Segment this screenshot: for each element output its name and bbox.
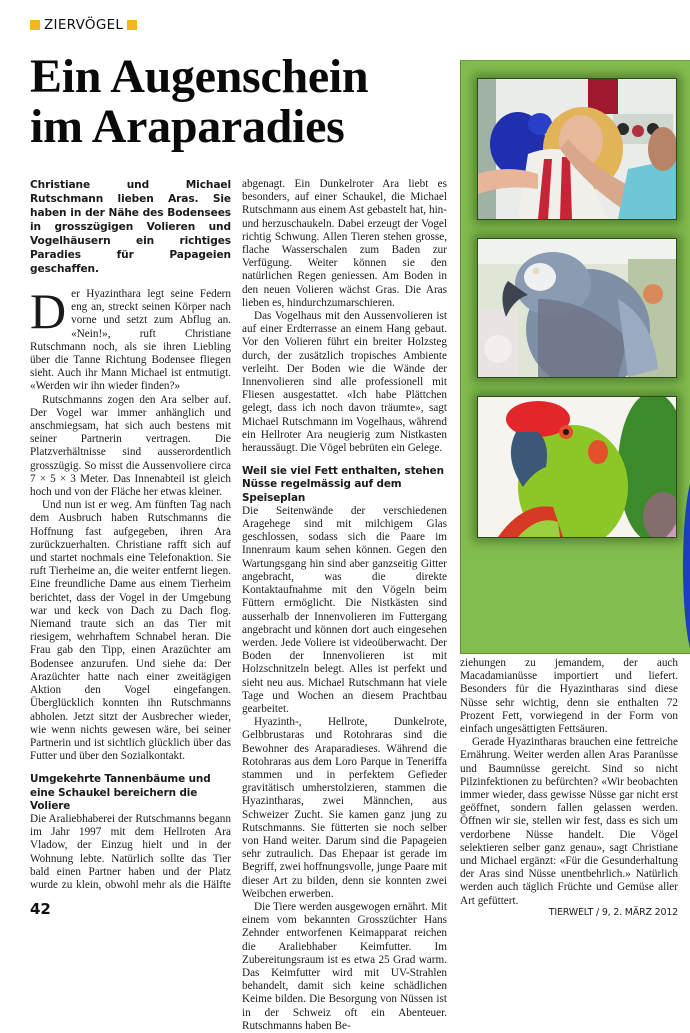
body-paragraph: Und nun ist er weg. Am fünften Tag nach dem Ausbruch haben Rutschmanns die Hoffnung fast aufgegeben, ihren Ara zurückzuerhalten. Christiane rafft sich auf und startet nochmals eine Telefonaktion. Sie ruft Tierheime an, die weiter entfernt liegen. Eine freundliche Dame aus einem Tierheim berichtet, dass der Vogel in der Umgebung war und keck von Dach zu Dach flog. Niemand traute sich an das Tier mit riesigem, wehrhaftem Schnabel heran. Die Frau gab den Tipp, einen Arazüchter am Bodensee anzurufen. Und siehe da: Der Arazüchter hatte nach einer zweitägigen Aktion den Vogel eingefangen. Überglücklich konnten ihn Rutschmanns abholen. Jetzt sitzt der Ausbrecher wieder, wie wenn nichts gewesen wäre, bei seiner Partnerin und ist sichtlich glücklich über das Futter und über den Sozialkontakt. — [30, 499, 231, 763]
headline-line-1: Ein Augenschein — [30, 50, 369, 103]
body-paragraph-continued: ziehungen zu jemandem, der auch Macadamianüsse importiert und liefert. Besonders für die Hyazintharas sind diese Nüsse sehr wichtig, denn sie enthalten 72 Prozent Fett, vorwiegend in der Form von einfach ungesättigten Fettsäuren. — [460, 657, 678, 736]
drop-cap: D — [30, 283, 67, 339]
photo-blue-feather-edge — [683, 471, 690, 654]
body-paragraph: Das Vogelhaus mit den Aussenvolieren ist auf einer Erdterrasse an einem Hang gebaut. Vor den Volieren führt ein breiter Holzsteg durch, der zusätzlich tropisches Ambiente verleiht. Der Boden wie die Wände der Innenvolieren sind alle professionell mit Fliesen ausgestattet. «Ich habe Plättchen gelegt, dass ich noch davon träumte», sagt Michael Rutschmann im Vogelhaus, während ein Hellroter Ara neugierig zum Nistkasten heraussäugt. Die Vögel bebrüten ein Gelege. — [242, 310, 447, 455]
subheading: Weil sie viel Fett enthalten, stehen Nüsse regelmässig auf dem Speiseplan — [242, 465, 444, 504]
body-paragraph: Rutschmanns zogen den Ara selber auf. Der Vogel war immer anhänglich und anschmiegsam, hat sich auch bestens mit seiner Partnerin vertragen. Die Platzverhältnisse sind ausserordentlich grosszügig. So misst die Aussenvoliere circa 7 × 5 × 3 Meter. Das Innenabteil ist gleich hoch und von der Fläche her etwas kleiner. — [30, 393, 231, 499]
article-lead: Christiane und Michael Rutschmann lieben Aras. Sie haben in der Nähe des Bodensees in grosszügigen Volieren und Vogelhäusern ein richtiges Paradies für Papageien geschaffen. — [30, 179, 231, 275]
body-paragraph: Die Araliebhaberei der Rutschmanns begann im Jahr 1997 mit dem Hellroten Ara Vladow, der Einzug hielt und in der Wohnung lebte. Natürlich sollte das Tier bald einen Partner haben und der Platz wurde zu klein, obwohl mehr als die Hälfte — [30, 812, 231, 891]
rubric-square-left-icon — [30, 20, 40, 30]
article-headline — [30, 52, 368, 152]
headline-line-2: im Araparadies — [30, 100, 345, 153]
section-rubric — [30, 17, 137, 33]
body-paragraph: Gerade Hyazintharas brauchen eine fettreiche Ernährung. Weiter werden allen Aras Paranüsse und Baumnüsse gereicht. Sind so nicht Pilzinfektionen zu befürchten? «Wir beobachten immer wieder, dass gewisse Nüsse gar nicht erst geöffnet, sondern fallen gelassen werden. Öffnen wir sie, stellen wir fest, dass es sich um verdorbene Nüsse handelt. Die Vögel selektieren selber ganz genau», sagt Christiane und Michael ergänzt: «Für die Gesunderhaltung der Aras sind Nüsse unentbehrlich.» Natürlich werden auch täglich Früchte und Gemüse aller Art gefüttert. — [460, 736, 678, 907]
text-column-2 — [242, 178, 447, 1033]
body-paragraph: Die Tiere werden ausgewogen ernährt. Mit einem vom bekannten Grosszüchter Hans Zehnder entworfenen Keimapparat reichen die Araliebhaber Keimfutter. Im Zubereitungsraum ist es etwa 25 Grad warm. Das Keimfutter wird mit UV-Strahlen behandelt, damit sich keine schädlichen Keime bilden. Die Besorgung von Nüssen ist in der Schweiz oft ein Abenteuer. Rutschmanns haben Be- — [242, 900, 447, 1032]
rubric-square-right-icon — [127, 20, 137, 30]
photo-african-grey-parrot — [477, 238, 677, 378]
body-paragraph: Hyazinth-, Hellrote, Dunkelrote, Gelbbrustaras und Rotohraras sind die Bewohner des Araparadieses. Während die Rotohraras aus dem Loro Parque in Teneriffa stammen und in perfektem Gefieder gravitätisch umherstolzieren, stammen die Hyazintharas, zwei Männchen, aus Schweizer Zucht. Sie kamen ganz jung zu Rutschmanns. Sie fütterten sie noch selber von Hand weiter. Darum sind die Papageien sehr zutraulich. Das Ehepaar ist gerade im Begriff, zwei hoffnungsvolle, junge Paare mit dieser Art zu bilden, denn sie konnten zwei Weibchen erwerben. — [242, 716, 447, 900]
photo-woman-with-hyacinth-macaw — [477, 78, 677, 220]
text-column-1 — [30, 178, 231, 893]
paragraph-text: er Hyazinthara legt seine Federn eng an, streckt seinen Körper nach vorne und setzt zum Abflug an. «Nein!», ruft Christiane Rutschmann noch, als sie ihren Liebling über die Tanne Richtung Bodensee fliegen sieht. Auch ihr Mann Michael ist entmutigt. «Werden wir ihn wieder finden?» — [30, 288, 231, 393]
photo-panel — [460, 60, 690, 654]
issue-source: TIERWELT / 9, 2. MÄRZ 2012 — [548, 907, 678, 918]
subheading: Umgekehrte Tannenbäume und eine Schaukel bereichern die Voliere — [30, 773, 211, 812]
photo-red-fronted-macaw — [477, 396, 677, 538]
body-paragraph — [30, 283, 231, 394]
body-paragraph: Die Seitenwände der verschiedenen Aragehege sind mit milchigem Glas geschlossen, sodass sich die Paare im Innenraum kaum sehen können. Gegen den Wartungsgang hin sind aber ganzseitig Gitter angebracht, was die direkte Kontaktaufnahme mit den Vögeln beim Füttern ermöglicht. Die Nistkästen sind ausserhalb der Innenvolieren im Futtergang angebracht und können dort auch eingesehen werden. Jede Voliere ist videoüberwacht. Der Boden der Innenvolieren ist mit Holzschnitzeln belegt. Alles ist perfekt und sieht neu aus. Michael Rutschmann hat viele Tage und Wochen an diesem Prachtbau gearbeitet. — [242, 504, 447, 715]
rubric-label: ZIERVÖGEL — [44, 17, 124, 33]
body-paragraph-continued: abgenagt. Ein Dunkelroter Ara liebt es besonders, auf einer Schaukel, die Michael Rutschmann aus einem Ast gebastelt hat, hin- und herzuschaukeln. Dabei erzeugt der Vogel richtig Schwung. Allen Tieren stehen grosse, flache Wasserschalen zum Baden zur Verfügung. Weiter können sie den natürlichen Regen geniessen. Am Boden in den neuen Volieren wächst Gras. Die Aras lieben es, hindurchzumarschieren. — [242, 178, 447, 309]
text-column-3 — [460, 657, 678, 908]
page-number: 42 — [30, 900, 51, 918]
